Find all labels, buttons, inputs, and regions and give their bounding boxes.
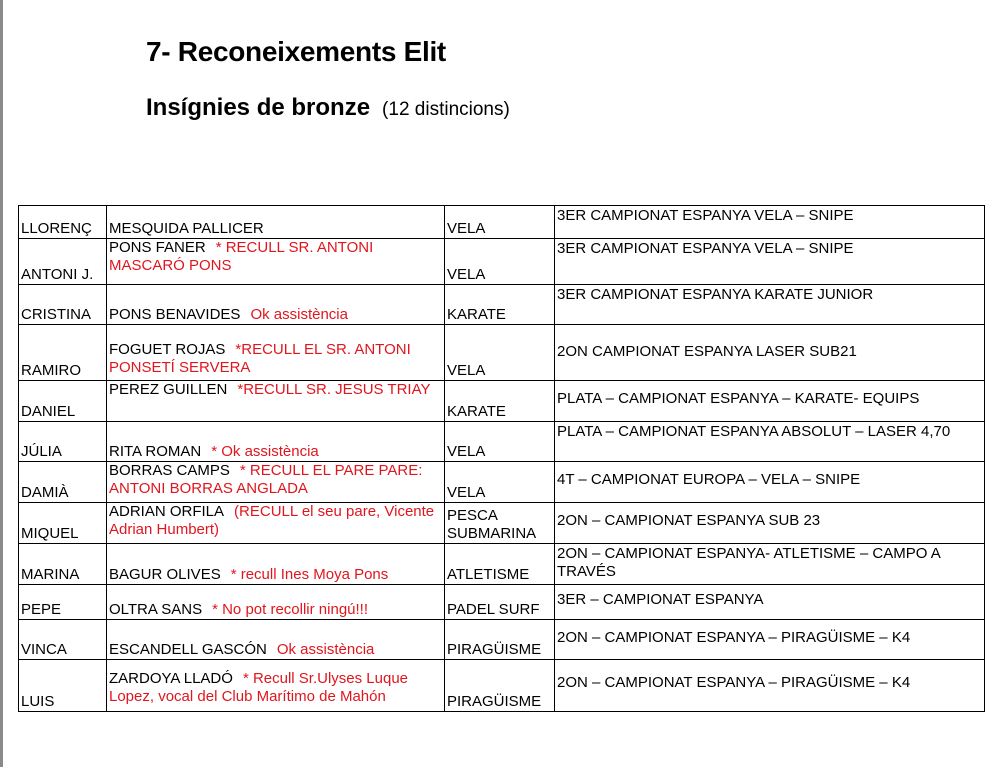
sport-cell: VELA xyxy=(445,462,555,503)
sport-cell: KARATE xyxy=(445,285,555,325)
pickup-note: * RECULL EL PARE PARE: ANTONI BORRAS ANGLADA xyxy=(109,462,423,497)
pickup-note: * recull Ines Moya Pons xyxy=(230,566,389,583)
page-left-edge xyxy=(0,0,3,767)
table-row xyxy=(19,422,985,462)
first-name-cell: ANTONI J. xyxy=(19,239,107,285)
sport-cell: VELA xyxy=(445,325,555,381)
pickup-note: *RECULL EL SR. ANTONI PONSETÍ SERVERA xyxy=(109,341,411,376)
surname: FOGUET ROJAS xyxy=(109,341,226,358)
surname: ADRIAN ORFILA xyxy=(109,503,225,520)
distinction-count: (12 distincions) xyxy=(382,99,510,120)
table-row xyxy=(19,503,985,544)
first-name-cell: RAMIRO xyxy=(19,325,107,381)
sport-cell: VELA xyxy=(445,206,555,239)
table-row xyxy=(19,381,985,422)
surname-cell xyxy=(107,239,445,285)
sport-cell: PADEL SURF xyxy=(445,585,555,620)
surname-cell xyxy=(107,585,445,620)
surname: BAGUR OLIVES xyxy=(109,566,221,583)
sport-cell: PIRAGÜISME xyxy=(445,620,555,660)
surname-cell xyxy=(107,544,445,585)
sport-cell: ATLETISME xyxy=(445,544,555,585)
pickup-note: (RECULL el seu pare, Vicente Adrian Humbert) xyxy=(109,503,435,538)
pickup-note: Ok assistència xyxy=(250,306,348,323)
first-name-cell: VINCA xyxy=(19,620,107,660)
table-row xyxy=(19,585,985,620)
surname-cell xyxy=(107,620,445,660)
achievement-cell: 4T – CAMPIONAT EUROPA – VELA – SNIPE xyxy=(555,462,985,503)
achievement-cell: 3ER CAMPIONAT ESPANYA VELA – SNIPE xyxy=(555,206,985,239)
sport-cell: PIRAGÜISME xyxy=(445,660,555,712)
achievement-cell: 2ON – CAMPIONAT ESPANYA SUB 23 xyxy=(555,503,985,544)
surname: ESCANDELL GASCÓN xyxy=(109,641,267,658)
surname-cell xyxy=(107,422,445,462)
table-row xyxy=(19,544,985,585)
first-name-cell: CRISTINA xyxy=(19,285,107,325)
surname: BORRAS CAMPS xyxy=(109,462,230,479)
surname: OLTRA SANS xyxy=(109,601,203,618)
achievement-cell: PLATA – CAMPIONAT ESPANYA – KARATE- EQUIPS xyxy=(555,381,985,422)
surname-cell xyxy=(107,462,445,503)
first-name-cell: MARINA xyxy=(19,544,107,585)
surname: PEREZ GUILLEN xyxy=(109,381,228,398)
first-name-cell: DANIEL xyxy=(19,381,107,422)
surname: PONS FANER xyxy=(109,239,206,256)
surname: PONS BENAVIDES xyxy=(109,306,241,323)
table-row xyxy=(19,462,985,503)
first-name-cell: DAMIÀ xyxy=(19,462,107,503)
awards-table xyxy=(18,205,985,712)
table-row xyxy=(19,660,985,712)
first-name-cell: LUIS xyxy=(19,660,107,712)
surname-cell xyxy=(107,325,445,381)
table-row xyxy=(19,239,985,285)
surname-cell xyxy=(107,206,445,239)
achievement-cell: 2ON – CAMPIONAT ESPANYA- ATLETISME – CAMPO A TRAVÉS xyxy=(555,544,985,585)
pickup-note: *RECULL SR. JESUS TRIAY xyxy=(237,381,431,398)
subtitle-text: Insígnies de bronze xyxy=(146,94,371,121)
achievement-cell: 3ER CAMPIONAT ESPANYA VELA – SNIPE xyxy=(555,239,985,285)
achievement-cell: 2ON – CAMPIONAT ESPANYA – PIRAGÜISME – K4 xyxy=(555,660,985,712)
achievement-cell: 3ER CAMPIONAT ESPANYA KARATE JUNIOR xyxy=(555,285,985,325)
achievement-cell: 2ON CAMPIONAT ESPANYA LASER SUB21 xyxy=(555,325,985,381)
achievement-cell: 3ER – CAMPIONAT ESPANYA xyxy=(555,585,985,620)
pickup-note: Ok assistència xyxy=(276,641,375,658)
pickup-note: * Recull Sr.Ulyses Luque Lopez, vocal del Club Marítimo de Mahón xyxy=(109,670,409,705)
surname-cell xyxy=(107,503,445,544)
pickup-note: * RECULL SR. ANTONI MASCARÓ PONS xyxy=(109,239,374,274)
sport-cell: VELA xyxy=(445,239,555,285)
achievement-cell: PLATA – CAMPIONAT ESPANYA ABSOLUT – LASER 4,70 xyxy=(555,422,985,462)
first-name-cell: PEPE xyxy=(19,585,107,620)
section-title: 7- Reconeixements Elit xyxy=(146,36,446,67)
table-row xyxy=(19,206,985,239)
table-row xyxy=(19,620,985,660)
surname-cell xyxy=(107,381,445,422)
pickup-note: * Ok assistència xyxy=(211,443,319,460)
surname-cell xyxy=(107,285,445,325)
surname: ZARDOYA LLADÓ xyxy=(109,670,233,687)
surname: RITA ROMAN xyxy=(109,443,202,460)
first-name-cell: LLORENÇ xyxy=(19,206,107,239)
surname: MESQUIDA PALLICER xyxy=(109,220,264,237)
table-row xyxy=(19,285,985,325)
sport-cell: KARATE xyxy=(445,381,555,422)
first-name-cell: JÚLIA xyxy=(19,422,107,462)
sport-cell: PESCA SUBMARINA xyxy=(445,503,555,544)
section-subtitle xyxy=(146,94,510,122)
sport-cell: VELA xyxy=(445,422,555,462)
pickup-note: * No pot recollir ningú!!! xyxy=(212,601,369,618)
table-row xyxy=(19,325,985,381)
first-name-cell: MIQUEL xyxy=(19,503,107,544)
surname-cell xyxy=(107,660,445,712)
achievement-cell: 2ON – CAMPIONAT ESPANYA – PIRAGÜISME – K4 xyxy=(555,620,985,660)
